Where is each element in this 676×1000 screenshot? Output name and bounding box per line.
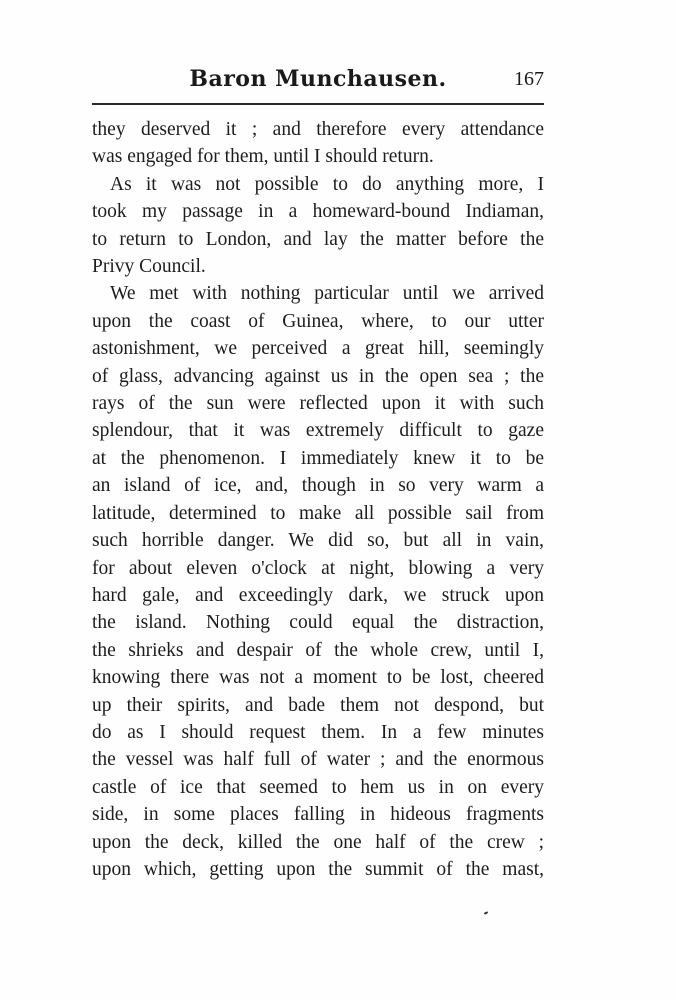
running-head — [92, 66, 544, 102]
text-line: the shrieks and despair of the whole crew, until I, — [92, 639, 544, 661]
text-line: the island. Nothing could equal the distraction, — [92, 612, 544, 634]
text-line: do as I should request them. In a few minutes — [92, 721, 544, 743]
text-line: astonishment, we perceived a great hill, seemingly — [92, 338, 544, 360]
text-line: side, in some places falling in hideous fragments — [92, 804, 544, 826]
text-line: We met with nothing particular until we arrived — [110, 283, 544, 305]
text-line: up their spirits, and bade them not despond, but — [92, 694, 544, 716]
text-line: hard gale, and exceedingly dark, we struck upon — [92, 584, 544, 606]
text-line: to return to London, and lay the matter before the — [92, 228, 544, 250]
text-line: castle of ice that seemed to hem us in on every — [92, 776, 544, 798]
text-line: latitude, determined to make all possible sail from — [92, 502, 544, 524]
text-line: was engaged for them, until I should return. — [92, 146, 434, 168]
text-line: Privy Council. — [92, 256, 206, 278]
text-line: such horrible danger. We did so, but all in vain, — [92, 530, 544, 552]
text-line: upon the deck, killed the one half of the crew ; — [92, 831, 544, 853]
text-line: the vessel was half full of water ; and the enormous — [92, 749, 544, 771]
text-line: As it was not possible to do anything more, I — [110, 173, 544, 195]
text-line: an island of ice, and, though in so very warm a — [92, 475, 544, 497]
header-rule — [92, 103, 544, 105]
text-line: splendour, that it was extremely difficult to gaze — [92, 420, 544, 442]
page-number: 167 — [514, 68, 544, 90]
text-line: for about eleven o'clock at night, blowing a very — [92, 557, 544, 579]
text-line: of glass, advancing against us in the open sea ; the — [92, 365, 544, 387]
text-line: at the phenomenon. I immediately knew it to be — [92, 447, 544, 469]
text-line: they deserved it ; and therefore every attendance — [92, 119, 544, 140]
body-text — [92, 116, 544, 883]
text-line: upon which, getting upon the summit of the mast, — [92, 858, 544, 880]
text-line: took my passage in a homeward-bound Indiaman, — [92, 201, 544, 223]
running-head-title: Baron Munchausen. — [189, 66, 447, 92]
text-line: upon the coast of Guinea, where, to our utter — [92, 310, 544, 332]
ink-speck — [484, 911, 488, 915]
text-line: knowing there was not a moment to be lost, cheered — [92, 667, 544, 689]
text-line: rays of the sun were reflected upon it with such — [92, 393, 544, 415]
